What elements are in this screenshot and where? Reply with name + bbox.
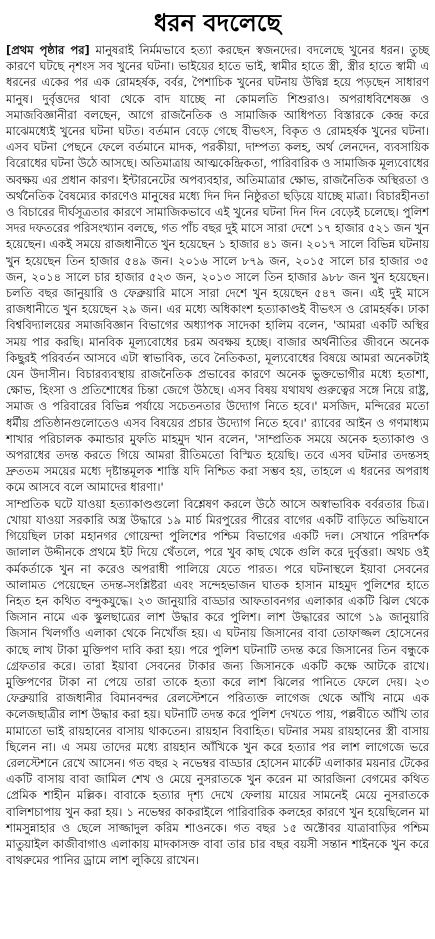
article-body (6, 42, 429, 868)
paragraph-2: সাম্প্রতিক ঘটে যাওয়া হত্যাকাণ্ডগুলো বিশ্লেষণ করলে উঠে আসে অস্বাভাবিক বর্বরতার চিত্র। খোয়া যাওয়া সরকারি অস্ত্র উদ্ধারে ১৯ মার্চ মিরপুরের পীরের বাগের একটি বাড়িতে অভিযানে গিয়েছিল ঢাকা মহানগর গোয়েন্দা পুলিশের পশ্চিম বিভাগের একটি দল। সেখানে পরিদর্শক জালাল উদ্দীনকে প্রথমে ইট দিয়ে থেঁতলে, পরে খুব কাছ থেকে গুলি করে দুর্বৃত্তরা। অথচ ওই কর্মকর্তাকে খুন না করেও অপরাধী পালিয়ে যেতে পারত। পরে ঘটনাস্থলে ইয়াবা সেবনের আলামত পেয়েছেন তদন্ত-সংশ্লিষ্টরা এবং সন্দেহভাজন ঘাতক হাসান মাহমুদ পুলিশের হাতে নিহত হন কথিত বন্দুকযুদ্ধে। ২৩ জানুয়ারি বাড্ডার আফতাবনগর এলাকার একটি ঝিল থেকে জিসান নামে এক স্কুলছাত্রের লাশ উদ্ধার করে পুলিশ। লাশ উদ্ধারের আগে ১৯ জানুয়ারি জিসান খিলগাঁও এলাকা থেকে নিখোঁজ হয়। এ ঘটনায় জিসানের বাবা তোফাজ্জল হোসেনের কাছে লাখ টাকা মুক্তিপণ দাবি করা হয়। পরে পুলিশ ঘটনাটি তদন্ত করে জিসানের তিন বন্ধুকে গ্রেফতার করে। তারা ইয়াবা সেবনের টাকার জন্য জিসানকে একটি কক্ষে আটকে রাখে। মুক্তিপণের টাকা না পেয়ে তারা তাকে হত্যা করে লাশ ঝিলের পানিতে ফেলে দেয়। ২৩ ফেব্রুয়ারি রাজধানীর বিমানবন্দর রেলস্টেশনে পরিত্যক্ত লাগেজ থেকে আঁখি নামে এক কলেজছাত্রীর লাশ উদ্ধার করা হয়। ঘটনাটি তদন্ত করে পুলিশ দেখতে পায়, পল্লবীতে আঁখি তার মামাতো ভাই রায়হানের বাসায় থাকতেন। রায়হান বিবাহিত। ঘটনার সময় রায়হানের স্ত্রী বাসায় ছিলেন না। এ সময় তাদের মধ্যে রায়হান আঁখিকে খুন করে হত্যার পর লাশ লাগেজে ভরে রেলস্টেশনে রেখে আসেন। গত বছর ২ নভেম্বর বাড্ডার হোসেন মার্কেট এলাকার ময়নার টেকের একটি বাসায় বাবা জামিল শেখ ও মেয়ে নুসরাতকে খুন করেন মা আরজিনা বেগমের কথিত প্রেমিক শাহীন মল্লিক। বাবাকে হত্যার দৃশ্য দেখে ফেলায় মায়ের সামনেই মেয়ে নুসরাতকে বালিশচাপায় খুন করা হয়। ১ নভেম্বর কাকরাইলে পারিবারিক কলহের কারণে খুন হয়েছিলেন মা শামসুন্নাহার ও ছেলে সাজ্জাদুল করিম শাওনকে। গত বছর ১৫ অক্টোবর যাত্রাবাড়ির পশ্চিম মাতুয়াইল কাজীবাগাও এলাকায় মাদকাসক্ত বাবা তার চার বছর বয়সী সন্তান শাইনকে খুন করে বাথরুমের পানির ড্রামে লাশ লুকিয়ে রাখেন। (6, 496, 429, 868)
paragraph-1 (6, 42, 429, 496)
paragraph-1-text: মানুষরাই নির্মমভাবে হত্যা করছেন স্বজনদের। বদলেছে খুনের ধরন। তুচ্ছ কারণে ঘটছে নৃশংস সব খুনের ঘটনা। ভাইয়ের হাতে ভাই, স্বামীর হাতে স্ত্রী, স্ত্রীর হাতে স্বামী এ ধরনের একের পর এক রোমহর্ষক, বর্বর, পৈশাচিক খুনের ঘটনায় উদ্বিগ্ন হয়ে পড়ছেন সাধারণ মানুষ। দুর্বৃত্তদের থাবা থেকে বাদ যাচ্ছে না কোমলতি শিশুরাও। অপরাধবিশেষজ্ঞ ও সমাজবিজ্ঞানীরা বলছেন, আগে রাজনৈতিক ও সামাজিক আধিপত্য বিস্তারকে কেন্দ্র করে মাঝেমধ্যেই খুনের ঘটনা ঘটত। বর্তমান বেড়ে গেছে বীভৎস, বিকৃত ও রোমহর্ষক খুনের ঘটনা। এসব ঘটনা পেছনে ফেলে বর্তমানে মাদক, পরকীয়া, দাম্পত্য কলহ, অর্থ লেনদেন, ব্যবসায়িক বিরোধের ঘটনা উঠে আসছে। অতিমাত্রায় আত্মকেন্দ্রিকতা, পারিবারিক ও সামাজিক মূল্যবোধের অবক্ষয় এর প্রধান কারণ। ইন্টারনেটের অপব্যবহার, অতিমাত্রার ক্ষোভ, রাজনৈতিক অস্থিরতা ও অর্থনৈতিক বৈষম্যের কারণেও মানুষের মধ্যে দিন দিন নিষ্ঠুরতা ছড়িয়ে যাচ্ছে মাত্রা। বিচারহীনতা ও বিচারের দীর্ঘসূত্রতার কারণে সামাজিকভাবে এই খুনের ঘটনা দিন দিন বেড়েই চলেছে। পুলিশ সদর দফতরের পরিসংখ্যান বলছে, গত পাঁচ বছর দুই মাসে সারা দেশে ১৭ হাজার ৫২১ জন খুন হয়েছেন। একই সময়ে রাজধানীতে খুন হয়েছেন ১ হাজার ৪১ জন। ২০১৭ সালে বিভিন্ন ঘটনায় খুন হয়েছেন তিন হাজার ৫৪৯ জন। ২০১৬ সালে ৮৭৯ জন, ২০১৫ সালে চার হাজার ৩৫ জন, ২০১৪ সালে চার হাজার ৫২৩ জন, ২০১৩ সালে তিন হাজার ৯৮৮ জন খুন হয়েছেন। চলতি বছর জানুয়ারি ও ফেব্রুয়ারি মাসে সারা দেশে খুন হয়েছেন ৫৪৭ জন। এই দুই মাসে রাজধানীতে খুন হয়েছেন ২৯ জন। এর মধ্যে অধিকাংশ হত্যাকাণ্ডই বীভৎস ও রোমহর্ষক। ঢাকা বিশ্ববিদ্যালয়ের সমাজবিজ্ঞান বিভাগের অধ্যাপক সাদেকা হালিম বলেন, 'আমরা একটি অস্থির সময় পার করছি। মানবিক মূল্যবোধের চরম অবক্ষয় হচ্ছে। বাজার অর্থনীতির জীবনে অনেক কিছুরই পরিবর্তন আসবে এটা স্বাভাবিক, তবে নৈতিকতা, মূল্যবোধের বিষয়ে আমরা অনেকটাই যেন উদাসীন। বিচারব্যবস্থায় রাজনৈতিক প্রভাবের কারণে অনেক ভুক্তভোগীর মধ্যে হতাশা, ক্ষোভ, হিংসা ও প্রতিশোধের চিন্তা জেগে উঠছে। এসব বিষয় যথাযথ গুরুত্বের সঙ্গে নিয়ে রাষ্ট্র, সমাজ ও পরিবারের বিভিন্ন পর্যায়ে সচেতনতার উদ্যোগ নিতে হবে।' মসজিদ, মন্দিরের মতো ধর্মীয় প্রতিষ্ঠানগুলোতেও এসব বিষয়ের প্রচার উদ্যোগ নিতে হবে।' র‍্যাবের আইন ও গণমাধ্যম শাখার পরিচালক কমান্ডার মুফতি মাহমুদ খান বলেন, 'সাম্প্রতিক সময়ে অনেক হত্যাকাণ্ড ও অপরাধের তদন্ত করতে গিয়ে আমরা রীতিমতো বিস্মিত হয়েছি। তবে এসব ঘটনার তদন্তসহ দ্রুততম সময়ের মধ্যে দৃষ্টান্তমূলক শাস্তি যদি নিশ্চিত করা সম্ভব হয়, তাহলে এ ধরনের অপরাধ কমে আসবে বলে আমাদের ধারণা।' (6, 43, 429, 495)
continuation-tag: [প্রথম পৃষ্ঠার পর] (6, 43, 90, 57)
headline: ধরন বদলেছে (153, 8, 281, 37)
